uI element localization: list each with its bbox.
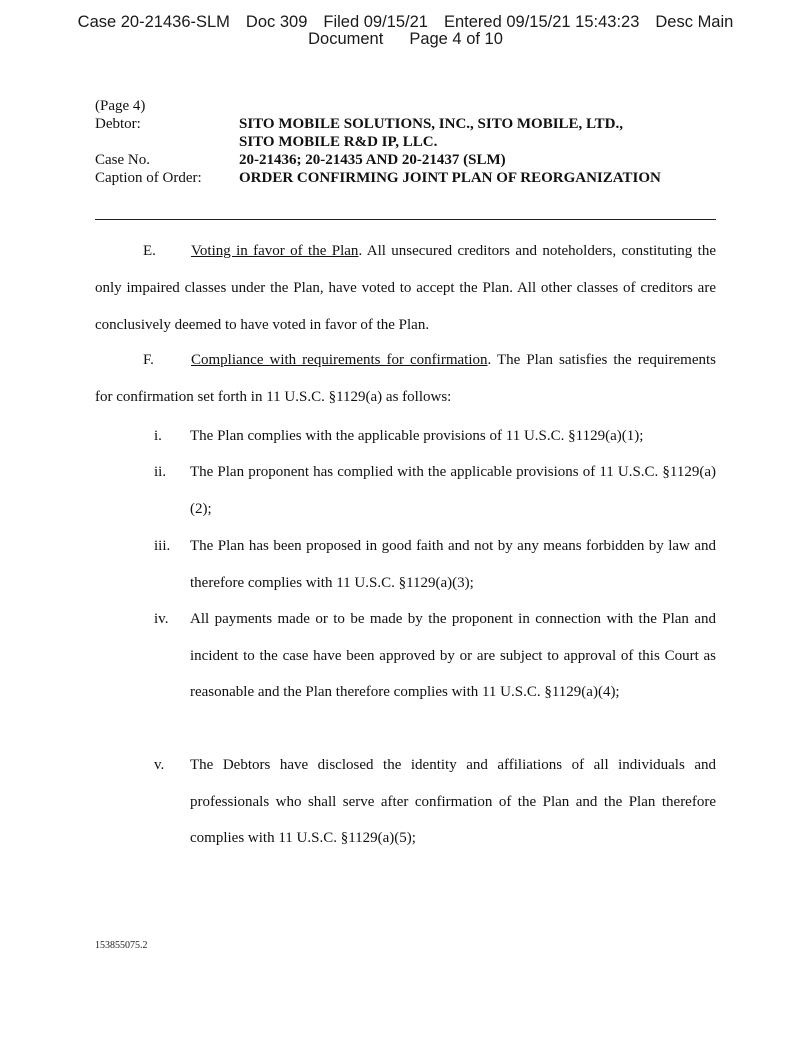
- list-item: [154, 454, 716, 527]
- paragraph-e-heading: Voting in favor of the Plan: [191, 243, 359, 259]
- caption-debtor-line2: SITO MOBILE R&D IP, LLC.: [239, 134, 438, 150]
- list-item-number: iv.: [154, 611, 169, 627]
- document-id: 153855075.2: [95, 940, 148, 951]
- paragraph-e-letter: E.: [143, 243, 156, 259]
- paragraph-f-heading: Compliance with requirements for confirmation: [191, 352, 488, 368]
- stamp-entered: Entered 09/15/21 15:43:23: [443, 13, 640, 31]
- caption-page-ref: (Page 4): [95, 98, 146, 114]
- paragraph-f-text: . The Plan satisfies the requirements for confirmation set forth in 11 U.S.C. §1129(a) as follows:: [95, 352, 717, 405]
- paragraph-e-text: . All unsecured creditors and noteholders, constituting the only impaired classes under the Plan, have voted to accept the Plan. All other classes of creditors are conclusively deemed to have voted in favor of the Plan.: [95, 243, 717, 333]
- caption-case-label: Case No.: [95, 152, 150, 168]
- list-item: [154, 601, 716, 711]
- caption-page-row: [95, 97, 661, 115]
- stamp-case: Case 20-21436-SLM: [77, 13, 230, 31]
- caption-debtor-label: Debtor:: [95, 116, 141, 132]
- caption-debtor-row-2: [95, 133, 661, 151]
- list-item: [154, 747, 716, 857]
- case-caption: [95, 97, 661, 187]
- list-item-text: All payments made or to be made by the proponent in connection with the Plan and incident to the case have been approved by or are subject to approval of this Court as reasonable and the Plan therefore complies with 11 U.S.C. §1129(a)(4);: [190, 611, 716, 700]
- caption-order-row: [95, 169, 661, 187]
- list-item-number: i.: [154, 428, 162, 444]
- list-item-text: The Plan proponent has complied with the applicable provisions of 11 U.S.C. §1129(a)(2);: [190, 464, 716, 517]
- list-item-number: v.: [154, 757, 165, 773]
- caption-order-value: ORDER CONFIRMING JOINT PLAN OF REORGANIZATION: [239, 170, 661, 186]
- court-filing-stamp: [0, 14, 811, 48]
- stamp-document: Document: [308, 30, 384, 48]
- stamp-page: Page 4 of 10: [409, 30, 503, 48]
- list-item-number: ii.: [154, 464, 167, 480]
- list-item-text: The Debtors have disclosed the identity and affiliations of all individuals and professionals who shall serve after confirmation of the Plan and the Plan therefore complies with 11 U.S.C. §1129(a)(5);: [190, 757, 716, 846]
- stamp-line-2: [0, 31, 811, 48]
- caption-divider: [95, 219, 716, 220]
- stamp-line-1: [0, 14, 811, 31]
- caption-debtor-row: [95, 115, 661, 133]
- caption-case-value: 20-21436; 20-21435 AND 20-21437 (SLM): [239, 152, 506, 168]
- list-item: [154, 418, 716, 455]
- list-item-text: The Plan complies with the applicable provisions of 11 U.S.C. §1129(a)(1);: [190, 428, 644, 444]
- paragraph-e: [95, 233, 716, 344]
- list-item-text: The Plan has been proposed in good faith and not by any means forbidden by law and therefore complies with 11 U.S.C. §1129(a)(3);: [190, 538, 716, 591]
- paragraph-f-letter: F.: [143, 352, 154, 368]
- stamp-doc: Doc 309: [245, 13, 308, 31]
- stamp-filed: Filed 09/15/21: [323, 13, 428, 31]
- caption-case-row: [95, 151, 661, 169]
- paragraph-f: [95, 342, 716, 416]
- list-item-number: iii.: [154, 538, 171, 554]
- list-item: [154, 528, 716, 601]
- stamp-desc: Desc Main: [655, 13, 734, 31]
- caption-debtor-line1: SITO MOBILE SOLUTIONS, INC., SITO MOBILE, LTD.,: [239, 116, 624, 132]
- caption-order-label: Caption of Order:: [95, 170, 202, 186]
